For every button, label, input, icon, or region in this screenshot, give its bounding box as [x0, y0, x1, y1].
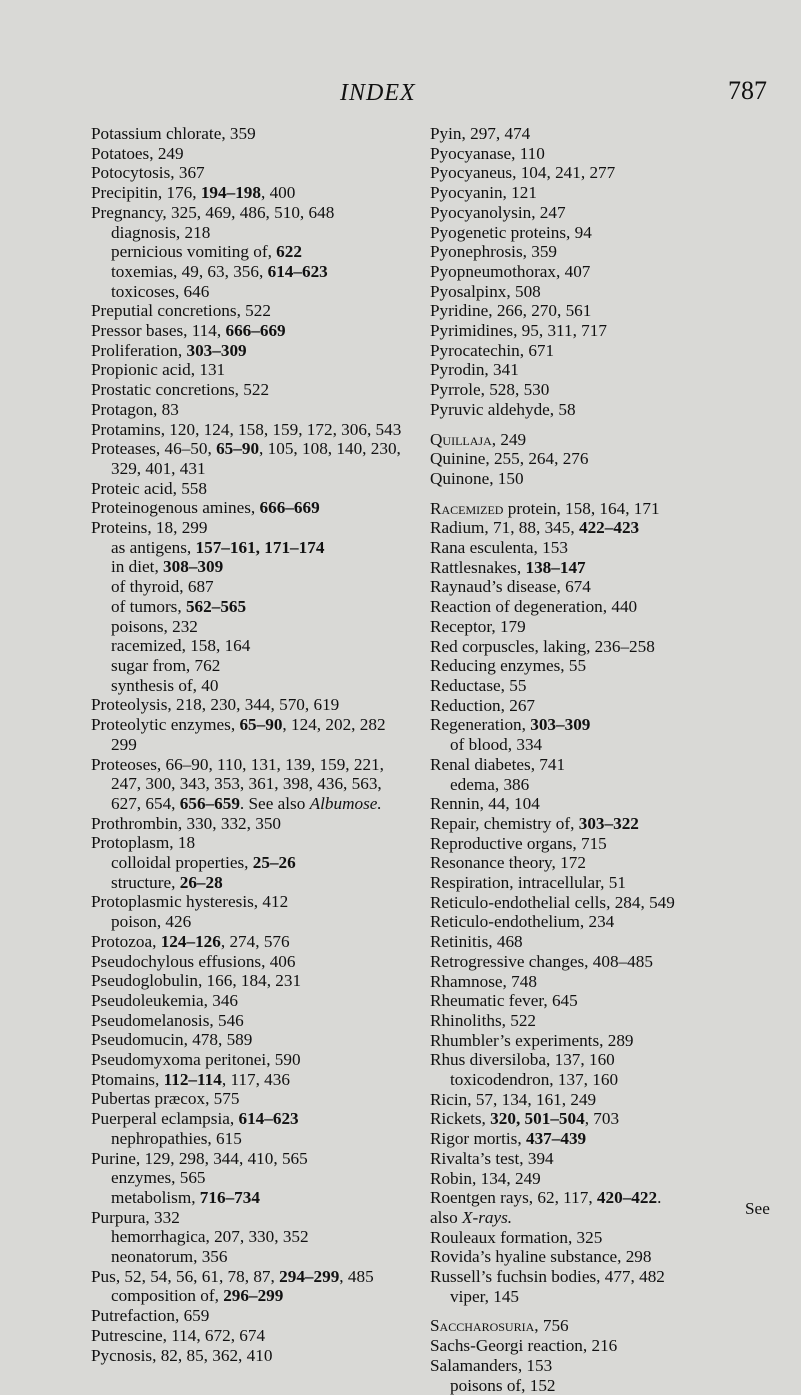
index-entry: Retrogressive changes, 408–485 [430, 951, 653, 971]
index-entry: Quinine, 255, 264, 276 [430, 449, 589, 469]
index-entry: Pus, 52, 54, 56, 61, 78, 87, 294–299, 485 [91, 1266, 374, 1286]
index-entry: Pyocyaneus, 104, 241, 277 [430, 163, 616, 183]
index-entry: Rheumatic fever, 645 [430, 991, 578, 1011]
index-subentry: poison, 426 [111, 912, 192, 932]
index-entry: Pyrrole, 528, 530 [430, 380, 550, 400]
index-entry: Potatoes, 249 [91, 143, 184, 163]
index-entry: Rouleaux formation, 325 [430, 1227, 603, 1247]
index-entry: Salamanders, 153 [430, 1355, 553, 1375]
index-entry: Ricin, 57, 134, 161, 249 [430, 1089, 597, 1109]
index-subentry: diagnosis, 218 [111, 222, 211, 242]
index-entry: Prothrombin, 330, 332, 350 [91, 813, 282, 833]
index-subentry: of blood, 334 [450, 735, 543, 755]
index-entry: Pregnancy, 325, 469, 486, 510, 648 [91, 202, 335, 222]
index-entry: Racemized protein, 158, 164, 171 [430, 498, 660, 518]
index-entry: Reticulo-endothelial cells, 284, 549 [430, 892, 675, 912]
index-entry: Pyin, 297, 474 [430, 124, 531, 143]
index-entry: Putrescine, 114, 672, 674 [91, 1325, 266, 1345]
index-entry: Pseudoleukemia, 346 [91, 990, 239, 1010]
index-entry: Rickets, 320, 501–504, 703 [430, 1109, 620, 1129]
index-subentry: synthesis of, 40 [111, 675, 219, 695]
index-entry: Rovida’s hyaline substance, 298 [430, 1247, 652, 1267]
index-column-left [91, 124, 409, 1365]
index-subentry: of tumors, 562–565 [111, 596, 247, 616]
index-subentry: metabolism, 716–734 [111, 1187, 260, 1207]
index-entry: Potassium chlorate, 359 [91, 124, 256, 143]
index-subentry: sugar from, 762 [111, 655, 221, 675]
index-entry: Pyonephrosis, 359 [430, 242, 558, 262]
index-entry: Proteolysis, 218, 230, 344, 570, 619 [91, 695, 340, 715]
index-entry: Proteases, 46–50, 65–90, 105, 108, 140, 230, 329, 401, 431 [91, 439, 401, 478]
index-entry: Pyosalpinx, 508 [430, 281, 541, 301]
index-entry: Proteins, 18, 299 [91, 518, 208, 538]
index-entry: Roentgen rays, 62, 117, 420–422. [430, 1188, 662, 1208]
index-subentry: in diet, 308–309 [111, 557, 224, 577]
index-entry: Reduction, 267 [430, 695, 536, 715]
index-entry: Reaction of degeneration, 440 [430, 597, 638, 617]
index-entry: Proteolytic enzymes, 65–90, 124, 202, 282 299 [91, 715, 386, 754]
index-entry: Purine, 129, 298, 344, 410, 565 [91, 1148, 308, 1168]
index-entry: Rana esculenta, 153 [430, 538, 568, 558]
index-entry: Protozoa, 124–126, 274, 576 [91, 931, 290, 951]
index-subentry: toxicodendron, 137, 160 [450, 1070, 619, 1090]
index-entry: Red corpuscles, laking, 236–258 [430, 636, 655, 656]
index-entry: Quinone, 150 [430, 468, 524, 488]
index-entry: Radium, 71, 88, 345, 422–423 [430, 518, 640, 538]
index-entry: Protoplasm, 18 [91, 833, 196, 853]
index-column-right [430, 124, 738, 1395]
index-subentry: toxemias, 49, 63, 356, 614–623 [111, 261, 328, 281]
index-entry: Pseudomelanosis, 546 [91, 1010, 244, 1030]
index-entry: Rhamnose, 748 [430, 971, 537, 991]
index-entry: Pyocyanase, 110 [430, 143, 545, 163]
index-entry: Potocytosis, 367 [91, 163, 205, 183]
index-subentry: poisons, 232 [111, 616, 198, 636]
index-subentry: hemorrhagica, 207, 330, 352 [111, 1227, 309, 1247]
index-entry: Regeneration, 303–309 [430, 715, 591, 735]
index-entry: Pyocyanin, 121 [430, 183, 537, 203]
index-entry: Proteic acid, 558 [91, 478, 207, 498]
running-head: INDEX [340, 80, 416, 106]
index-entry: Pycnosis, 82, 85, 362, 410 [91, 1345, 273, 1365]
index-entry: Reductase, 55 [430, 675, 527, 695]
index-entry: Rigor mortis, 437–439 [430, 1129, 587, 1149]
index-entry: Pseudomyxoma peritonei, 590 [91, 1050, 301, 1070]
index-entry: Protagon, 83 [91, 399, 179, 419]
index-entry: Rivalta’s test, 394 [430, 1148, 554, 1168]
index-entry: Proteoses, 66–90, 110, 131, 139, 159, 221, 247, 300, 343, 353, 361, 398, 436, 563, 627, 654, 656–659. See also Albumose. [91, 754, 384, 813]
index-entry: Respiration, intracellular, 51 [430, 873, 626, 893]
index-entry: Protamins, 120, 124, 158, 159, 172, 306, 543 [91, 419, 402, 439]
index-subentry: enzymes, 565 [111, 1168, 206, 1188]
index-entry: Reproductive organs, 715 [430, 833, 607, 853]
index-entry: Saccharosuria, 756 [430, 1316, 569, 1336]
index-entry: Robin, 134, 249 [430, 1168, 541, 1188]
index-subentry: racemized, 158, 164 [111, 636, 251, 656]
index-subentry: of thyroid, 687 [111, 577, 214, 597]
index-entry: Pseudochylous effusions, 406 [91, 951, 296, 971]
index-entry: Rhinoliths, 522 [430, 1010, 537, 1030]
index-entry: Russell’s fuchsin bodies, 477, 482 [430, 1267, 665, 1287]
continued-see-word: See [745, 1199, 770, 1218]
index-subentry: neonatorum, 356 [111, 1247, 228, 1267]
index-entry: Pyrodin, 341 [430, 360, 519, 380]
index-subentry: edema, 386 [450, 774, 530, 794]
index-entry: Retinitis, 468 [430, 932, 523, 952]
index-subentry: toxicoses, 646 [111, 281, 210, 301]
index-subentry: pernicious vomiting of, 622 [111, 242, 302, 262]
index-entry: Pyocyanolysin, 247 [430, 202, 566, 222]
index-entry: Pseudomucin, 478, 589 [91, 1030, 253, 1050]
index-entry: Sachs-Georgi reaction, 216 [430, 1336, 618, 1356]
index-subentry: structure, 26–28 [111, 872, 223, 892]
index-entry: Pyrimidines, 95, 311, 717 [430, 321, 607, 341]
index-subentry: colloidal properties, 25–26 [111, 853, 296, 873]
index-entry: Proliferation, 303–309 [91, 340, 247, 360]
index-entry: Ptomains, 112–114, 117, 436 [91, 1069, 290, 1089]
index-entry: Quillaja, 249 [430, 429, 527, 449]
index-subentry: as antigens, 157–161, 171–174 [111, 537, 325, 557]
index-entry: Pseudoglobulin, 166, 184, 231 [91, 971, 302, 991]
index-subentry: nephropathies, 615 [111, 1128, 242, 1148]
index-entry: Pressor bases, 114, 666–669 [91, 321, 286, 341]
index-subentry: viper, 145 [450, 1286, 520, 1306]
index-entry: Putrefaction, 659 [91, 1306, 210, 1326]
index-entry: also X-rays. [430, 1207, 513, 1227]
index-entry: Rhus diversiloba, 137, 160 [430, 1050, 615, 1070]
index-entry: Raynaud’s disease, 674 [430, 577, 591, 597]
index-entry: Renal diabetes, 741 [430, 754, 566, 774]
index-entry: Pyruvic aldehyde, 58 [430, 399, 576, 419]
index-entry: Preputial concretions, 522 [91, 301, 271, 321]
index-entry: Pubertas præcox, 575 [91, 1089, 240, 1109]
index-entry: Receptor, 179 [430, 616, 526, 636]
index-entry: Pyogenetic proteins, 94 [430, 222, 592, 242]
index-entry: Propionic acid, 131 [91, 360, 226, 380]
index-entry: Pyridine, 266, 270, 561 [430, 301, 592, 321]
index-entry: Precipitin, 176, 194–198, 400 [91, 183, 296, 203]
index-entry: Pyopneumothorax, 407 [430, 261, 591, 281]
index-entry: Rennin, 44, 104 [430, 794, 540, 814]
index-entry: Pyrocatechin, 671 [430, 340, 555, 360]
index-entry: Resonance theory, 172 [430, 853, 586, 873]
index-entry: Puerperal eclampsia, 614–623 [91, 1109, 299, 1129]
index-subentry: composition of, 296–299 [111, 1286, 284, 1306]
index-entry: Proteinogenous amines, 666–669 [91, 498, 320, 518]
index-entry: Rhumbler’s experiments, 289 [430, 1030, 634, 1050]
index-entry: Rattlesnakes, 138–147 [430, 557, 586, 577]
page-number: 787 [728, 76, 767, 105]
index-entry: Protoplasmic hysteresis, 412 [91, 892, 289, 912]
index-subentry: poisons of, 152 [450, 1375, 556, 1395]
index-entry: Reducing enzymes, 55 [430, 656, 587, 676]
index-entry: Reticulo-endothelium, 234 [430, 912, 615, 932]
index-entry: Repair, chemistry of, 303–322 [430, 813, 639, 833]
index-entry: Purpura, 332 [91, 1207, 180, 1227]
index-entry: Prostatic concretions, 522 [91, 380, 270, 400]
